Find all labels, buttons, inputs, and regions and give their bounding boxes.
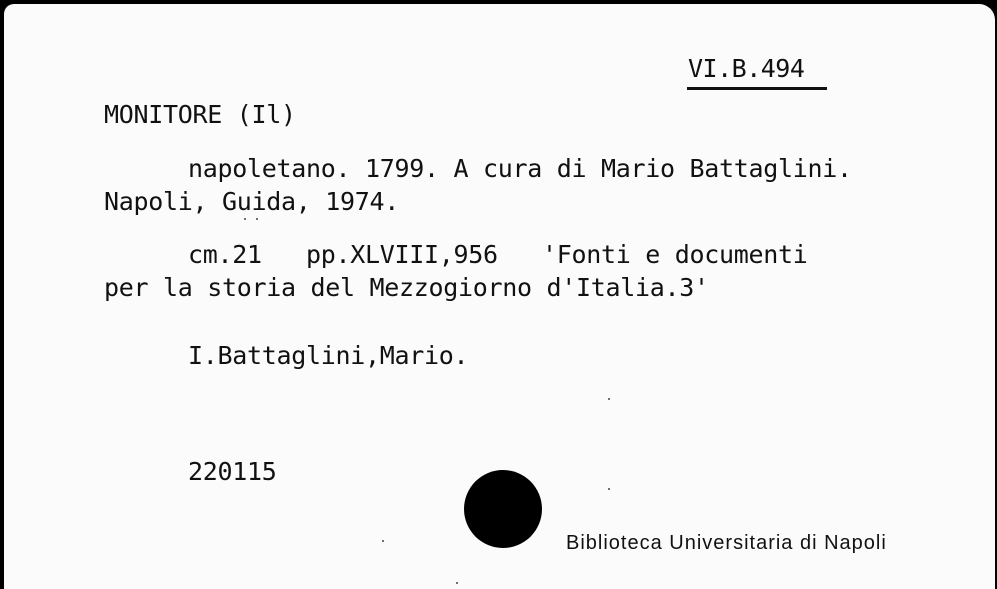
title-line-2: Napoli, Guida, 1974. bbox=[104, 187, 400, 216]
added-entry: I.Battaglini,Mario. bbox=[188, 341, 469, 370]
physical-description-line-1: cm.21 pp.XLVIII,956 'Fonti e documenti bbox=[188, 240, 808, 269]
title-line-1: napoletano. 1799. A cura di Mario Battaglini. bbox=[188, 154, 852, 183]
speck bbox=[256, 218, 258, 220]
catalog-card bbox=[4, 4, 995, 589]
speck bbox=[608, 488, 610, 490]
punch-hole bbox=[464, 470, 542, 548]
physical-description-line-2: per la storia del Mezzogiorno d'Italia.3' bbox=[104, 273, 709, 302]
call-number-underline bbox=[687, 87, 827, 90]
speck bbox=[608, 398, 610, 400]
speck bbox=[456, 582, 458, 584]
speck bbox=[244, 218, 246, 220]
call-number: VI.B.494 bbox=[688, 54, 805, 83]
library-name: Biblioteca Universitaria di Napoli bbox=[566, 532, 887, 554]
record-number: 220115 bbox=[188, 457, 277, 486]
heading: MONITORE (Il) bbox=[104, 100, 296, 129]
speck bbox=[382, 540, 384, 542]
